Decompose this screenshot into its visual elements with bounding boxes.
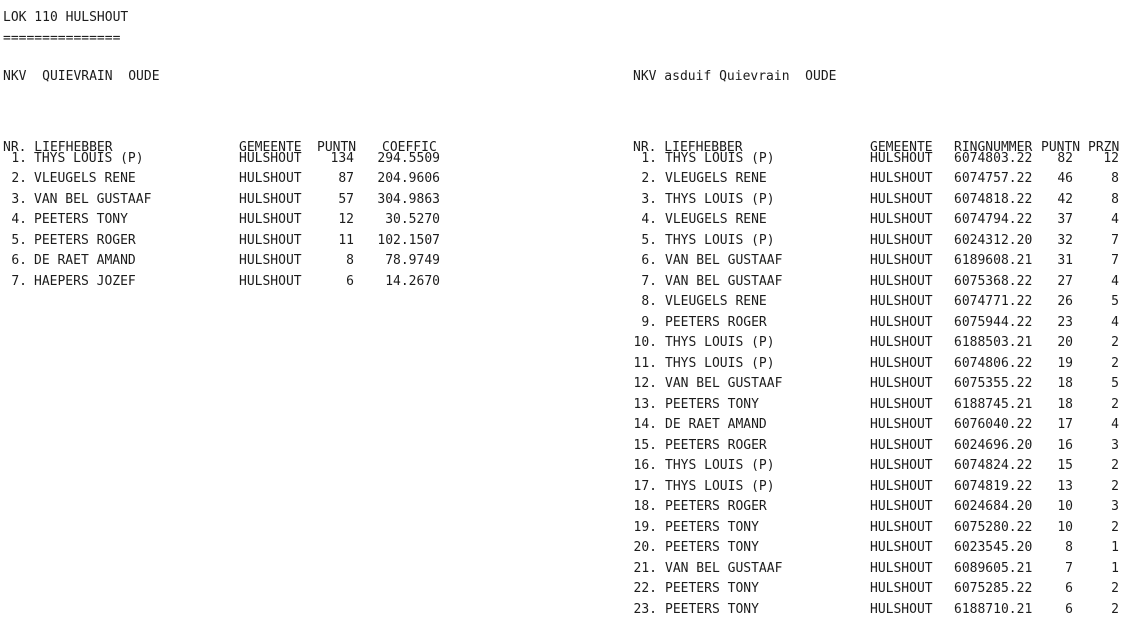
asduif-header-ringnummer: RINGNUMMER (954, 139, 1033, 155)
gemeente-cell: HULSHOUT (870, 355, 933, 371)
liefhebber-cell: THYS LOUIS (P) (665, 191, 775, 207)
ringnummer-cell: 6075944.22 (954, 314, 1033, 330)
liefhebber-cell: PEETERS TONY (34, 212, 128, 227)
rank-cell: 9. (641, 314, 657, 330)
table-row (0, 374, 1128, 395)
rank-cell: 15. (633, 437, 657, 453)
rank-cell: 3. (641, 191, 657, 207)
ringnummer-cell: 6075368.22 (954, 273, 1033, 289)
przn-cell: 4 (1111, 314, 1119, 330)
gemeente-cell: HULSHOUT (870, 335, 933, 350)
table-row (0, 518, 1128, 539)
table-row (0, 313, 1128, 334)
gemeente-cell: HULSHOUT (870, 581, 933, 596)
rank-cell: 4. (641, 212, 657, 227)
gemeente-cell: HULSHOUT (870, 253, 933, 268)
gemeente-cell: HULSHOUT (870, 294, 933, 309)
ringnummer-cell: 6074794.22 (954, 212, 1033, 227)
table-row (0, 354, 1128, 375)
gemeente-cell: HULSHOUT (870, 499, 933, 514)
table-row (0, 231, 1128, 252)
puntn-cell: 17 (1057, 417, 1073, 432)
przn-cell: 7 (1111, 253, 1119, 268)
puntn-cell: 87 (338, 171, 354, 186)
puntn-cell: 42 (1057, 191, 1073, 207)
asduif-standings-rows (0, 149, 1128, 621)
ringnummer-cell: 6075285.22 (954, 581, 1033, 596)
puntn-cell: 8 (346, 253, 354, 268)
gemeente-cell: HULSHOUT (870, 560, 933, 576)
rank-cell: 17. (633, 478, 657, 494)
przn-cell: 8 (1111, 191, 1119, 207)
gemeente-cell: HULSHOUT (870, 150, 933, 166)
quievrain-section-heading: NKV QUIEVRAIN OUDE (3, 69, 160, 84)
rank-cell: 22. (633, 581, 657, 596)
rank-cell: 7. (641, 273, 657, 289)
liefhebber-cell: VAN BEL GUSTAAF (665, 253, 783, 268)
gemeente-cell: HULSHOUT (870, 314, 933, 330)
liefhebber-cell: PEETERS TONY (665, 396, 759, 412)
liefhebber-cell: VLEUGELS RENE (34, 171, 136, 186)
liefhebber-cell: PEETERS TONY (665, 601, 759, 617)
przn-cell: 2 (1111, 581, 1119, 596)
table-row (0, 333, 1128, 354)
ringnummer-cell: 6074824.22 (954, 458, 1033, 473)
table-row (0, 456, 1128, 477)
page-title: LOK 110 HULSHOUT (3, 10, 129, 25)
table-row (0, 190, 1128, 211)
liefhebber-cell: THYS LOUIS (P) (665, 458, 775, 473)
rank-cell: 11. (633, 355, 657, 371)
liefhebber-cell: VAN BEL GUSTAAF (665, 376, 783, 391)
rank-cell: 6. (11, 253, 27, 268)
gemeente-cell: HULSHOUT (870, 396, 933, 412)
przn-cell: 5 (1111, 376, 1119, 391)
gemeente-cell: HULSHOUT (870, 232, 933, 248)
table-row (0, 477, 1128, 498)
ringnummer-cell: 6074818.22 (954, 191, 1033, 207)
przn-cell: 2 (1111, 396, 1119, 412)
table-row (0, 579, 1128, 600)
liefhebber-cell: PEETERS TONY (665, 540, 759, 555)
liefhebber-cell: VLEUGELS RENE (665, 171, 767, 186)
puntn-cell: 23 (1057, 314, 1073, 330)
puntn-cell: 57 (338, 191, 354, 207)
coeffic-cell: 204.9606 (377, 171, 440, 186)
liefhebber-cell: THYS LOUIS (P) (665, 232, 775, 248)
przn-cell: 2 (1111, 601, 1119, 617)
liefhebber-cell: HAEPERS JOZEF (34, 273, 136, 289)
asduif-header-puntn: PUNTN (1041, 139, 1081, 155)
ringnummer-cell: 6024312.20 (954, 232, 1033, 248)
rank-cell: 5. (641, 232, 657, 248)
ringnummer-cell: 6074803.22 (954, 150, 1033, 166)
coeffic-cell: 102.1507 (377, 232, 440, 248)
przn-cell: 1 (1111, 560, 1119, 576)
przn-cell: 2 (1111, 355, 1119, 371)
gemeente-cell: HULSHOUT (239, 150, 302, 166)
gemeente-cell: HULSHOUT (870, 376, 933, 391)
rank-cell: 14. (633, 417, 657, 432)
ringnummer-cell: 6189608.21 (954, 253, 1033, 268)
ringnummer-cell: 6076040.22 (954, 417, 1033, 432)
puntn-cell: 20 (1057, 335, 1073, 350)
rank-cell: 2. (641, 171, 657, 186)
liefhebber-cell: VAN BEL GUSTAAF (665, 560, 783, 576)
przn-cell: 5 (1111, 294, 1119, 309)
puntn-cell: 31 (1057, 253, 1073, 268)
puntn-cell: 32 (1057, 232, 1073, 248)
table-row (0, 395, 1128, 416)
gemeente-cell: HULSHOUT (870, 519, 933, 535)
coeffic-cell: 304.9863 (377, 191, 440, 207)
rank-cell: 19. (633, 519, 657, 535)
przn-cell: 4 (1111, 212, 1119, 227)
page-title-underline: =============== (3, 30, 121, 46)
gemeente-cell: HULSHOUT (239, 273, 302, 289)
quievrain-header-puntn: PUNTN (317, 139, 357, 155)
ringnummer-cell: 6188745.21 (954, 396, 1033, 412)
gemeente-cell: HULSHOUT (870, 417, 933, 432)
rank-cell: 10. (633, 335, 657, 350)
liefhebber-cell: THYS LOUIS (P) (34, 150, 144, 166)
liefhebber-cell: VAN BEL GUSTAAF (665, 273, 783, 289)
table-row (0, 436, 1128, 457)
rank-cell: 5. (11, 232, 27, 248)
rank-cell: 3. (11, 191, 27, 207)
gemeente-cell: HULSHOUT (870, 601, 933, 617)
liefhebber-cell: PEETERS ROGER (665, 314, 767, 330)
rank-cell: 21. (633, 560, 657, 576)
table-row (0, 169, 1128, 190)
gemeente-cell: HULSHOUT (870, 540, 933, 555)
rank-cell: 12. (633, 376, 657, 391)
puntn-cell: 82 (1057, 150, 1073, 166)
ringnummer-cell: 6023545.20 (954, 540, 1033, 555)
rank-cell: 16. (633, 458, 657, 473)
puntn-cell: 13 (1057, 478, 1073, 494)
gemeente-cell: HULSHOUT (870, 478, 933, 494)
przn-cell: 3 (1111, 437, 1119, 453)
quievrain-header-coeffic: COEFFIC (382, 139, 437, 155)
rank-cell: 7. (11, 273, 27, 289)
puntn-cell: 15 (1057, 458, 1073, 473)
przn-cell: 2 (1111, 478, 1119, 494)
coeffic-cell: 294.5509 (377, 150, 440, 166)
ringnummer-cell: 6188503.21 (954, 335, 1033, 350)
puntn-cell: 134 (330, 150, 354, 166)
puntn-cell: 16 (1057, 437, 1073, 453)
gemeente-cell: HULSHOUT (870, 191, 933, 207)
table-row (0, 497, 1128, 518)
asduif-header-gemeente: GEMEENTE (870, 139, 933, 155)
przn-cell: 2 (1111, 458, 1119, 473)
coeffic-cell: 78.9749 (385, 253, 440, 268)
gemeente-cell: HULSHOUT (239, 253, 302, 268)
ringnummer-cell: 6074771.22 (954, 294, 1033, 309)
liefhebber-cell: VLEUGELS RENE (665, 294, 767, 309)
puntn-cell: 6 (346, 273, 354, 289)
table-row (0, 559, 1128, 580)
gemeente-cell: HULSHOUT (870, 273, 933, 289)
asduif-header-przn: PRZN (1088, 139, 1120, 155)
puntn-cell: 6 (1065, 601, 1073, 617)
puntn-cell: 7 (1065, 560, 1073, 576)
table-row (0, 600, 1128, 621)
rank-cell: 4. (11, 212, 27, 227)
rank-cell: 18. (633, 499, 657, 514)
przn-cell: 2 (1111, 335, 1119, 350)
asduif-section-heading: NKV asduif Quievrain OUDE (633, 69, 837, 84)
liefhebber-cell: DE RAET AMAND (665, 417, 767, 432)
ringnummer-cell: 6089605.21 (954, 560, 1033, 576)
liefhebber-cell: THYS LOUIS (P) (665, 150, 775, 166)
table-row (0, 210, 1128, 231)
table-row (0, 415, 1128, 436)
puntn-cell: 26 (1057, 294, 1073, 309)
liefhebber-cell: DE RAET AMAND (34, 253, 136, 268)
liefhebber-cell: THYS LOUIS (P) (665, 478, 775, 494)
gemeente-cell: HULSHOUT (870, 212, 933, 227)
rank-cell: 6. (641, 253, 657, 268)
ringnummer-cell: 6024684.20 (954, 499, 1033, 514)
liefhebber-cell: THYS LOUIS (P) (665, 335, 775, 350)
ringnummer-cell: 6188710.21 (954, 601, 1033, 617)
liefhebber-cell: PEETERS ROGER (34, 232, 136, 248)
puntn-cell: 37 (1057, 212, 1073, 227)
ringnummer-cell: 6074819.22 (954, 478, 1033, 494)
ringnummer-cell: 6075355.22 (954, 376, 1033, 391)
liefhebber-cell: PEETERS TONY (665, 519, 759, 535)
gemeente-cell: HULSHOUT (239, 232, 302, 248)
liefhebber-cell: VLEUGELS RENE (665, 212, 767, 227)
puntn-cell: 12 (338, 212, 354, 227)
puntn-cell: 18 (1057, 396, 1073, 412)
asduif-header-nr-liefhebber: NR. LIEFHEBBER (633, 139, 743, 155)
table-row (0, 272, 1128, 293)
table-row (0, 251, 1128, 272)
ringnummer-cell: 6024696.20 (954, 437, 1033, 453)
puntn-cell: 18 (1057, 376, 1073, 391)
rank-cell: 20. (633, 540, 657, 555)
coeffic-cell: 30.5270 (385, 212, 440, 227)
coeffic-cell: 14.2670 (385, 273, 440, 289)
liefhebber-cell: VAN BEL GUSTAAF (34, 191, 152, 207)
gemeente-cell: HULSHOUT (870, 171, 933, 186)
przn-cell: 4 (1111, 273, 1119, 289)
table-row (0, 149, 1128, 170)
przn-cell: 12 (1103, 150, 1119, 166)
przn-cell: 3 (1111, 499, 1119, 514)
gemeente-cell: HULSHOUT (239, 212, 302, 227)
puntn-cell: 11 (338, 232, 354, 248)
przn-cell: 4 (1111, 417, 1119, 432)
przn-cell: 7 (1111, 232, 1119, 248)
rank-cell: 13. (633, 396, 657, 412)
puntn-cell: 27 (1057, 273, 1073, 289)
liefhebber-cell: PEETERS ROGER (665, 437, 767, 453)
gemeente-cell: HULSHOUT (870, 458, 933, 473)
puntn-cell: 19 (1057, 355, 1073, 371)
gemeente-cell: HULSHOUT (239, 191, 302, 207)
rank-cell: 23. (633, 601, 657, 617)
liefhebber-cell: PEETERS TONY (665, 581, 759, 596)
rank-cell: 1. (11, 150, 27, 166)
przn-cell: 8 (1111, 171, 1119, 186)
ringnummer-cell: 6074806.22 (954, 355, 1033, 371)
puntn-cell: 6 (1065, 581, 1073, 596)
rank-cell: 1. (641, 150, 657, 166)
quievrain-header-nr-liefhebber: NR. LIEFHEBBER (3, 139, 113, 155)
liefhebber-cell: PEETERS ROGER (665, 499, 767, 514)
ringnummer-cell: 6074757.22 (954, 171, 1033, 186)
przn-cell: 1 (1111, 540, 1119, 555)
rank-cell: 2. (11, 171, 27, 186)
puntn-cell: 10 (1057, 519, 1073, 535)
puntn-cell: 10 (1057, 499, 1073, 514)
quievrain-header-gemeente: GEMEENTE (239, 139, 302, 155)
ringnummer-cell: 6075280.22 (954, 519, 1033, 535)
gemeente-cell: HULSHOUT (239, 171, 302, 186)
przn-cell: 2 (1111, 519, 1119, 535)
puntn-cell: 8 (1065, 540, 1073, 555)
rank-cell: 8. (641, 294, 657, 309)
liefhebber-cell: THYS LOUIS (P) (665, 355, 775, 371)
table-row (0, 538, 1128, 559)
puntn-cell: 46 (1057, 171, 1073, 186)
table-row (0, 292, 1128, 313)
gemeente-cell: HULSHOUT (870, 437, 933, 453)
